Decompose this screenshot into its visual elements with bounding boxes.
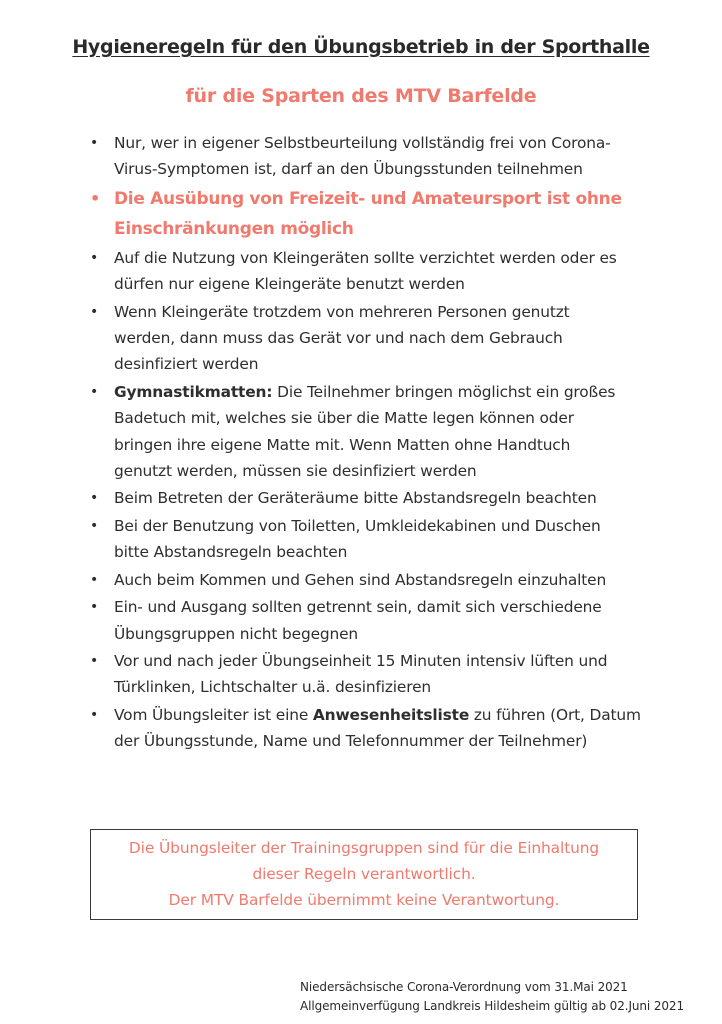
- rule-text: werden, dann muss das Gerät vor und nach dem Gebrauch: [114, 329, 563, 348]
- rule-text: Virus-Symptomen ist, darf an den Übungsstunden teilnehmen: [114, 160, 583, 179]
- rule-text: Vom Übungsleiter ist eine: [114, 705, 313, 724]
- rule-text: Übungsgruppen nicht begegnen: [114, 624, 359, 643]
- rule-text: Auf die Nutzung von Kleingeräten sollte verzichtet werden oder es: [114, 248, 617, 267]
- rule-text: Badetuch mit, welches sie über die Matte legen können oder: [114, 409, 574, 428]
- rule-text: bitte Abstandsregeln beachten: [114, 543, 348, 562]
- bullet-icon: •: [90, 652, 99, 669]
- bullet-icon: •: [90, 249, 99, 266]
- rule-text: Wenn Kleingeräte trotzdem von mehreren Personen genutzt: [114, 302, 570, 321]
- rules-list: [88, 130, 668, 756]
- bullet-icon: •: [90, 188, 100, 208]
- rule-item: [88, 379, 668, 485]
- rule-text: Türklinken, Lichtschalter u.ä. desinfizieren: [114, 678, 432, 697]
- page-title-text: Hygieneregeln für den Übungsbetrieb in der Sporthalle: [72, 36, 650, 58]
- rule-item: [88, 485, 668, 511]
- rule-item: [88, 648, 668, 701]
- rule-text: Beim Betreten der Geräteräume bitte Abstandsregeln beachten: [114, 489, 597, 508]
- footer-source-note: [300, 978, 684, 1016]
- footer-line: Allgemeinverfügung Landkreis Hildesheim gültig ab 02.Juni 2021: [300, 999, 684, 1013]
- notice-line: dieser Regeln verantwortlich.: [252, 865, 476, 883]
- rule-text: Auch beim Kommen und Gehen sind Abstandsregeln einzuhalten: [114, 570, 607, 589]
- rule-bold-lead: Gymnastikmatten:: [114, 382, 273, 401]
- rule-text: Die Teilnehmer bringen möglichst ein großes: [272, 382, 616, 401]
- rule-text: Bei der Benutzung von Toiletten, Umkleidekabinen und Duschen: [114, 516, 601, 535]
- rule-text: Nur, wer in eigener Selbstbeurteilung vollständig frei von Corona-: [114, 134, 611, 152]
- notice-line: Der MTV Barfelde übernimmt keine Verantwortung.: [168, 891, 560, 909]
- bullet-icon: •: [90, 383, 99, 400]
- page-title: [0, 36, 722, 58]
- notice-line: Die Übungsleiter der Trainingsgruppen sind für die Einhaltung: [128, 839, 600, 857]
- bullet-icon: •: [90, 517, 99, 534]
- page-subtitle: für die Sparten des MTV Barfelde: [185, 85, 537, 107]
- rule-text: dürfen nur eigene Kleingeräte benutzt werden: [114, 275, 465, 294]
- rule-text: bringen ihre eigene Matte mit. Wenn Matten ohne Handtuch: [114, 435, 571, 454]
- rule-text: desinfiziert werden: [114, 355, 259, 374]
- bullet-icon: •: [90, 490, 99, 507]
- bullet-icon: •: [90, 303, 99, 320]
- rule-item: [88, 702, 668, 755]
- rule-item-highlight: [88, 184, 668, 244]
- rule-item: [88, 513, 668, 566]
- rule-text: Die Ausübung von Freizeit- und Amateursport ist ohne: [114, 188, 622, 209]
- rule-item: [88, 299, 668, 378]
- rule-item: [88, 594, 668, 647]
- responsibility-notice-box: [90, 829, 638, 920]
- rule-text: Einschränkungen möglich: [114, 218, 354, 239]
- bullet-icon: •: [90, 706, 99, 723]
- rule-item: [88, 130, 668, 183]
- rule-text: Ein- und Ausgang sollten getrennt sein, damit sich verschiedene: [114, 598, 602, 617]
- rule-text: zu führen (Ort, Datum: [469, 705, 641, 724]
- footer-line: Niedersächsische Corona-Verordnung vom 31.Mai 2021: [300, 980, 628, 994]
- rule-text: genutzt werden, müssen sie desinfiziert werden: [114, 462, 477, 481]
- rule-item: [88, 567, 668, 593]
- bullet-icon: •: [90, 599, 99, 616]
- rule-text: Vor und nach jeder Übungseinheit 15 Minuten intensiv lüften und: [114, 651, 608, 670]
- rule-item: [88, 245, 668, 298]
- rule-bold-mid: Anwesenheitsliste: [312, 705, 470, 724]
- bullet-icon: •: [90, 571, 99, 588]
- bullet-icon: •: [90, 135, 99, 151]
- rule-text: der Übungsstunde, Name und Telefonnummer der Teilnehmer): [114, 732, 588, 751]
